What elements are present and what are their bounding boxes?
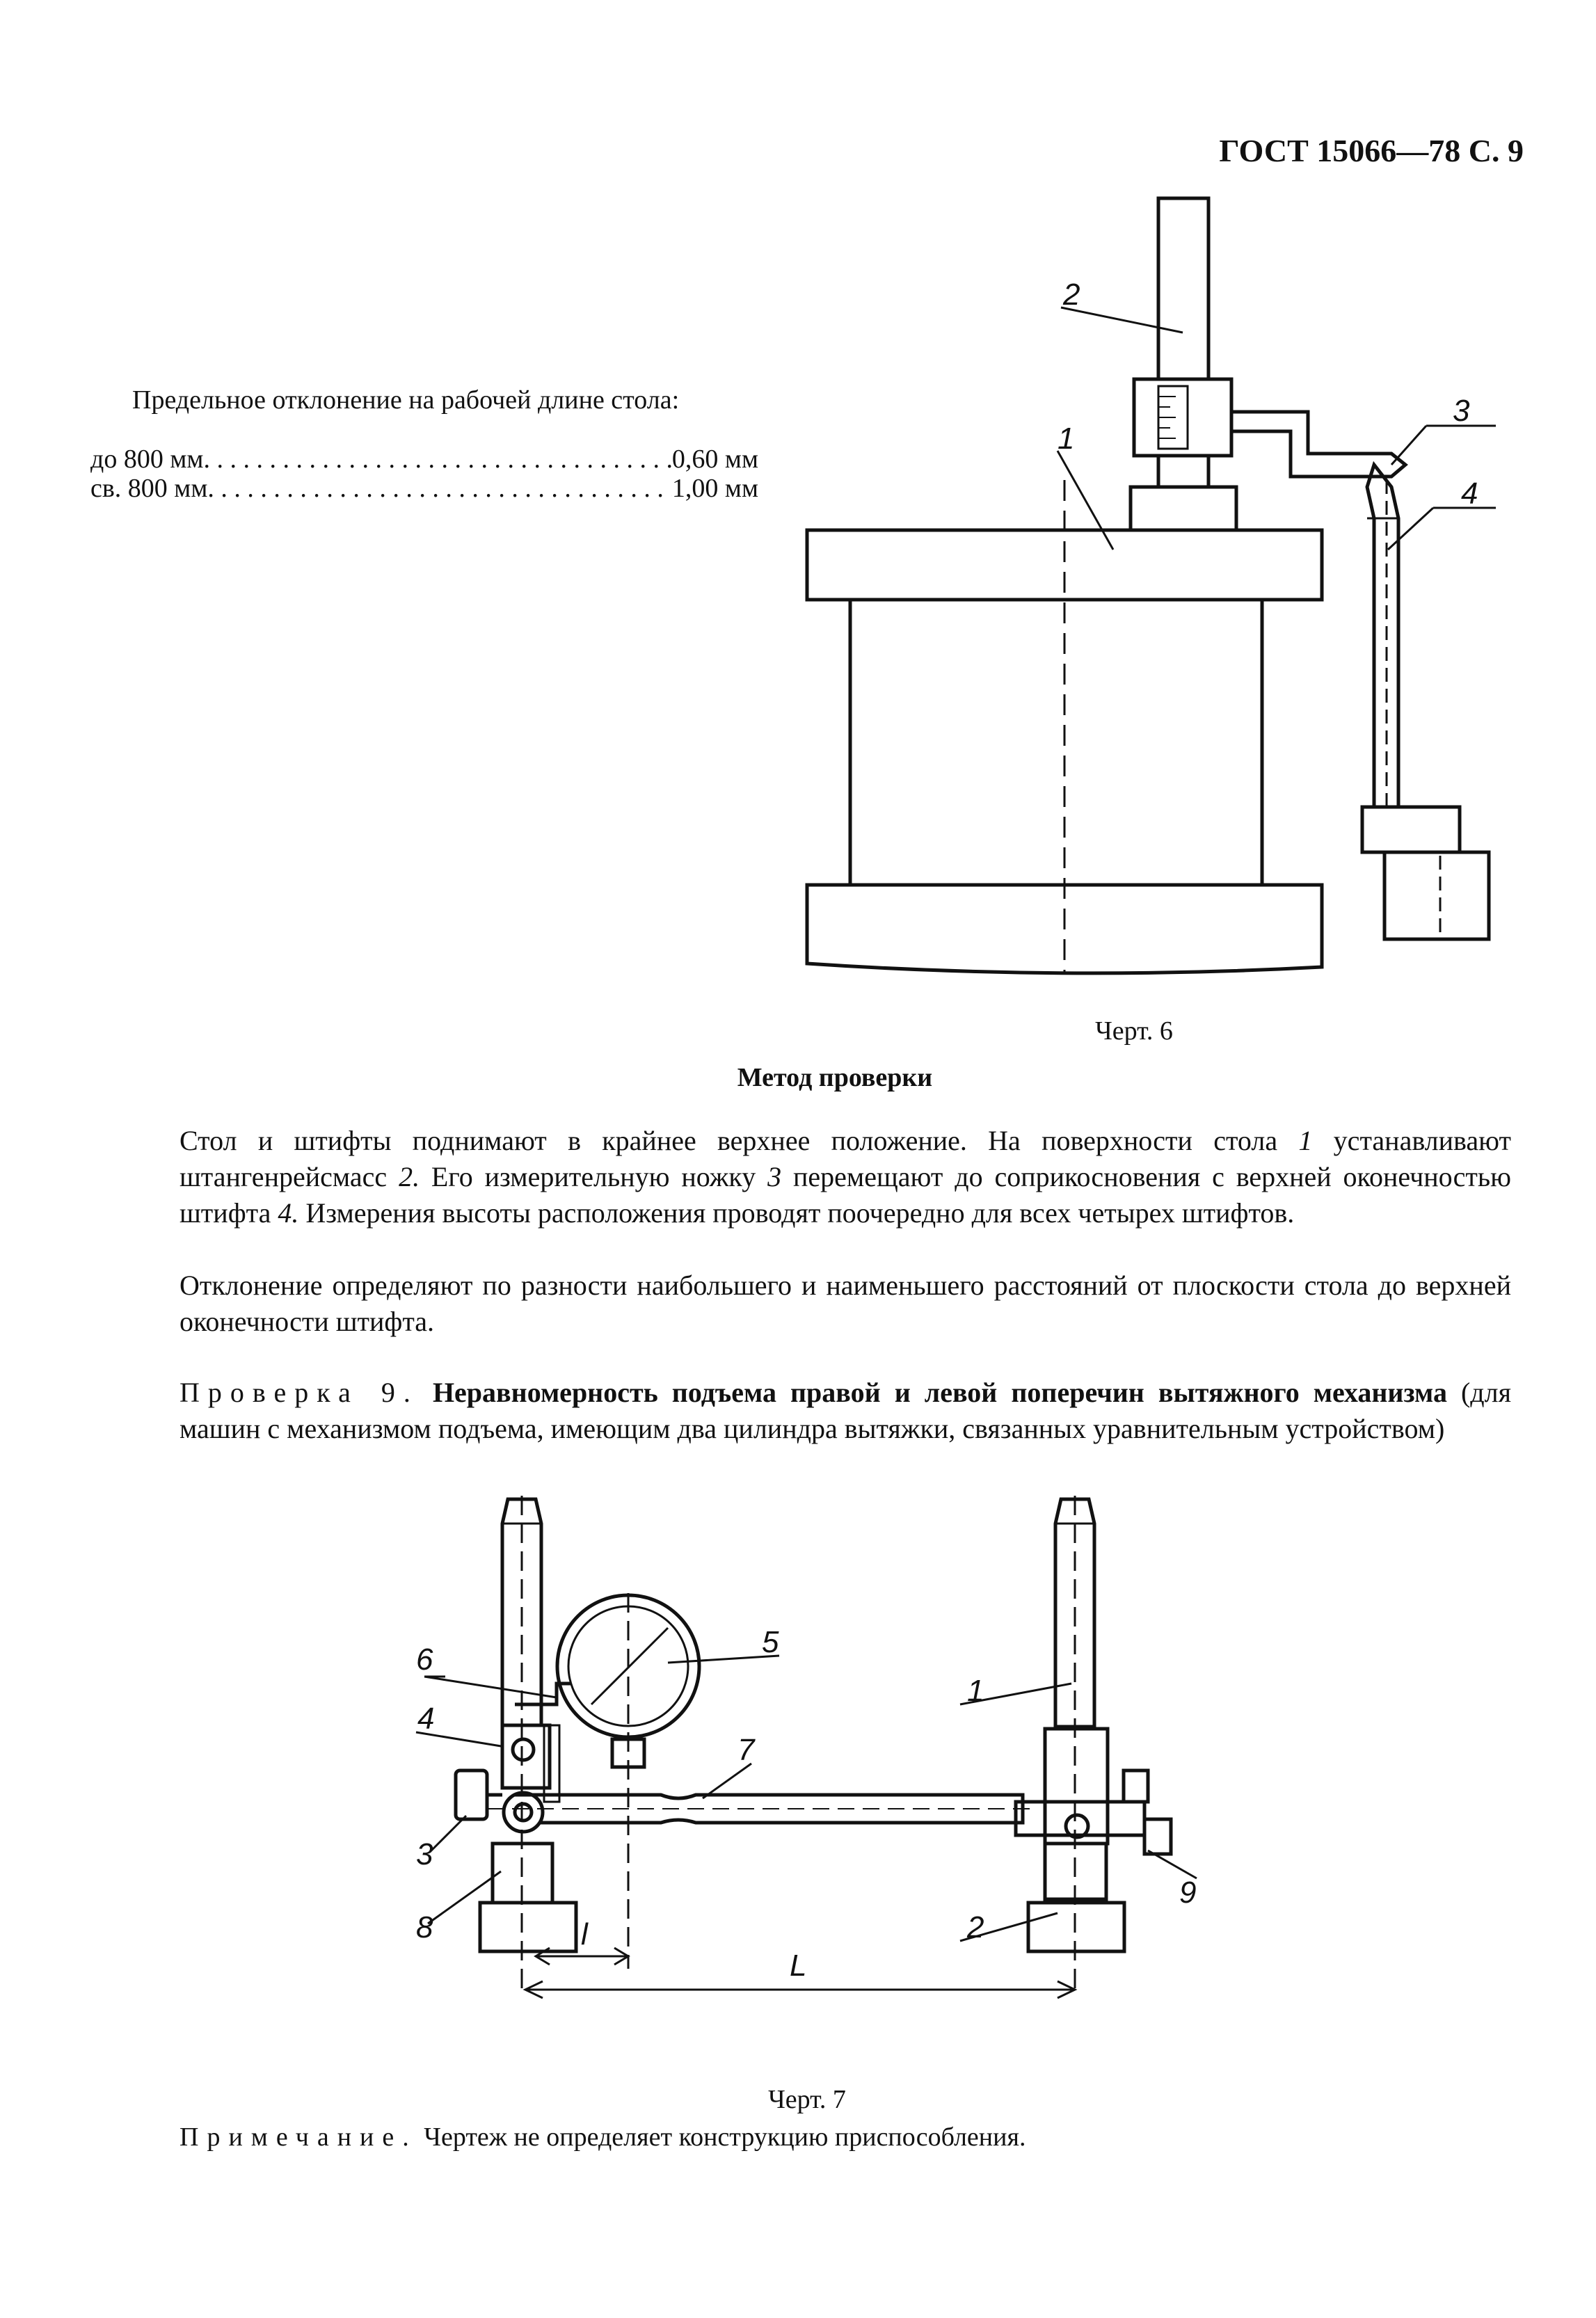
dim-label-l: l [581,1917,588,1951]
fig7-label-1: 1 [967,1674,984,1708]
tolerance-row [90,444,758,474]
pivot-8 [504,1793,543,1832]
fig7-label-5: 5 [762,1625,779,1659]
fig7-label-8: 8 [416,1910,433,1944]
pin-holder [1362,807,1460,852]
leader-4 [1388,508,1433,550]
ref-number: 2. [399,1161,420,1192]
method-paragraph-1 [179,1123,1511,1231]
table-body [850,600,1262,885]
fig6-label-2: 2 [1063,278,1080,312]
screw-3 [456,1771,487,1819]
figure-6-caption: Черт. 6 [1095,1016,1173,1046]
text: Его измерительную ножку [420,1161,768,1192]
pin [1367,465,1398,807]
check-title: Неравномерность подъема правой и левой поперечин вытяжного механизма [432,1377,1447,1408]
ref-number: 1 [1298,1125,1313,1156]
dim-label-L: L [790,1949,807,1983]
leader-dots [207,473,672,504]
note-label: Примечание. [179,2123,417,2152]
fig7-label-9: 9 [1179,1876,1197,1910]
gauge-scale-ticks [1158,397,1176,438]
tolerance-value: 1,00 мм [671,474,758,503]
text: Стол и штифты поднимают в крайнее верхнее положение. На поверхности стола [179,1125,1299,1156]
fig6-label-1: 1 [1058,422,1075,456]
page-header: ГОСТ 15066—78 С. 9 [1219,133,1524,168]
measuring-arm [1231,412,1405,477]
clamp-screw [513,1739,534,1760]
tolerance-label: св. 800 мм [90,474,208,503]
text: Измерения высоты расположения проводят поочередно для всех четырех штифтов. [298,1197,1295,1229]
gauge-column [1158,198,1208,379]
tolerance-row [90,473,758,504]
leader-3 [1391,426,1426,465]
check-description: (для машин с механизмом подъема, имеющим два цилиндра вытяжки, связанных уравнительным устройством) [179,1377,1512,1444]
method-heading: Метод проверки [737,1063,933,1092]
fig6-label-4: 4 [1461,477,1478,511]
ref-number: 3 [767,1161,782,1192]
text: устанавливают штангенрейсмасс [179,1125,1511,1192]
note-text: Чертеж не определяет конструкцию приспособления. [424,2123,1026,2152]
screw-9 [1124,1771,1148,1802]
figure-7-caption: Черт. 7 [768,2085,846,2114]
fig7-label-3: 3 [416,1837,433,1871]
method-paragraph-2: Отклонение определяют по разности наибольшего и наименьшего расстояний от плоскости стола до верхней оконечности штифта. [179,1270,1511,1337]
right-base [1028,1903,1124,1951]
fig6-label-3: 3 [1453,394,1470,428]
gauge-stem [1158,456,1208,487]
fig7-label-4: 4 [417,1702,435,1736]
check-9-paragraph [179,1375,1511,1447]
leader-1 [1058,451,1113,550]
pin-base [1384,852,1489,939]
gauge-needle [591,1628,668,1704]
fig7-label-2: 2 [967,1910,984,1944]
ref-number: 4. [278,1197,299,1229]
figure-7-drawing [404,1489,1211,2059]
note [179,2122,1026,2152]
leader-6 [424,1677,557,1697]
gauge-slider [1134,379,1231,456]
left-clamp [502,1725,550,1788]
clamp-9 [1016,1802,1144,1835]
leader-8 [428,1871,501,1924]
gauge-base [1131,487,1236,530]
leader-3 [431,1816,466,1851]
leader-dots [203,444,671,474]
figure-6-drawing [793,188,1517,988]
fig7-label-7: 7 [737,1733,755,1767]
tolerance-label: до 800 мм [90,445,204,474]
right-clamp [1045,1729,1108,1844]
tolerance-title: Предельное отклонение на рабочей длине стола: [132,385,680,415]
tolerance-value: 0,60 мм [671,445,758,474]
fig7-label-6: 6 [416,1642,433,1677]
check-label: Проверка 9. [179,1377,419,1408]
left-base [480,1903,576,1951]
text: перемещают до соприкосновения с верхней оконечностью штифта [179,1161,1511,1229]
